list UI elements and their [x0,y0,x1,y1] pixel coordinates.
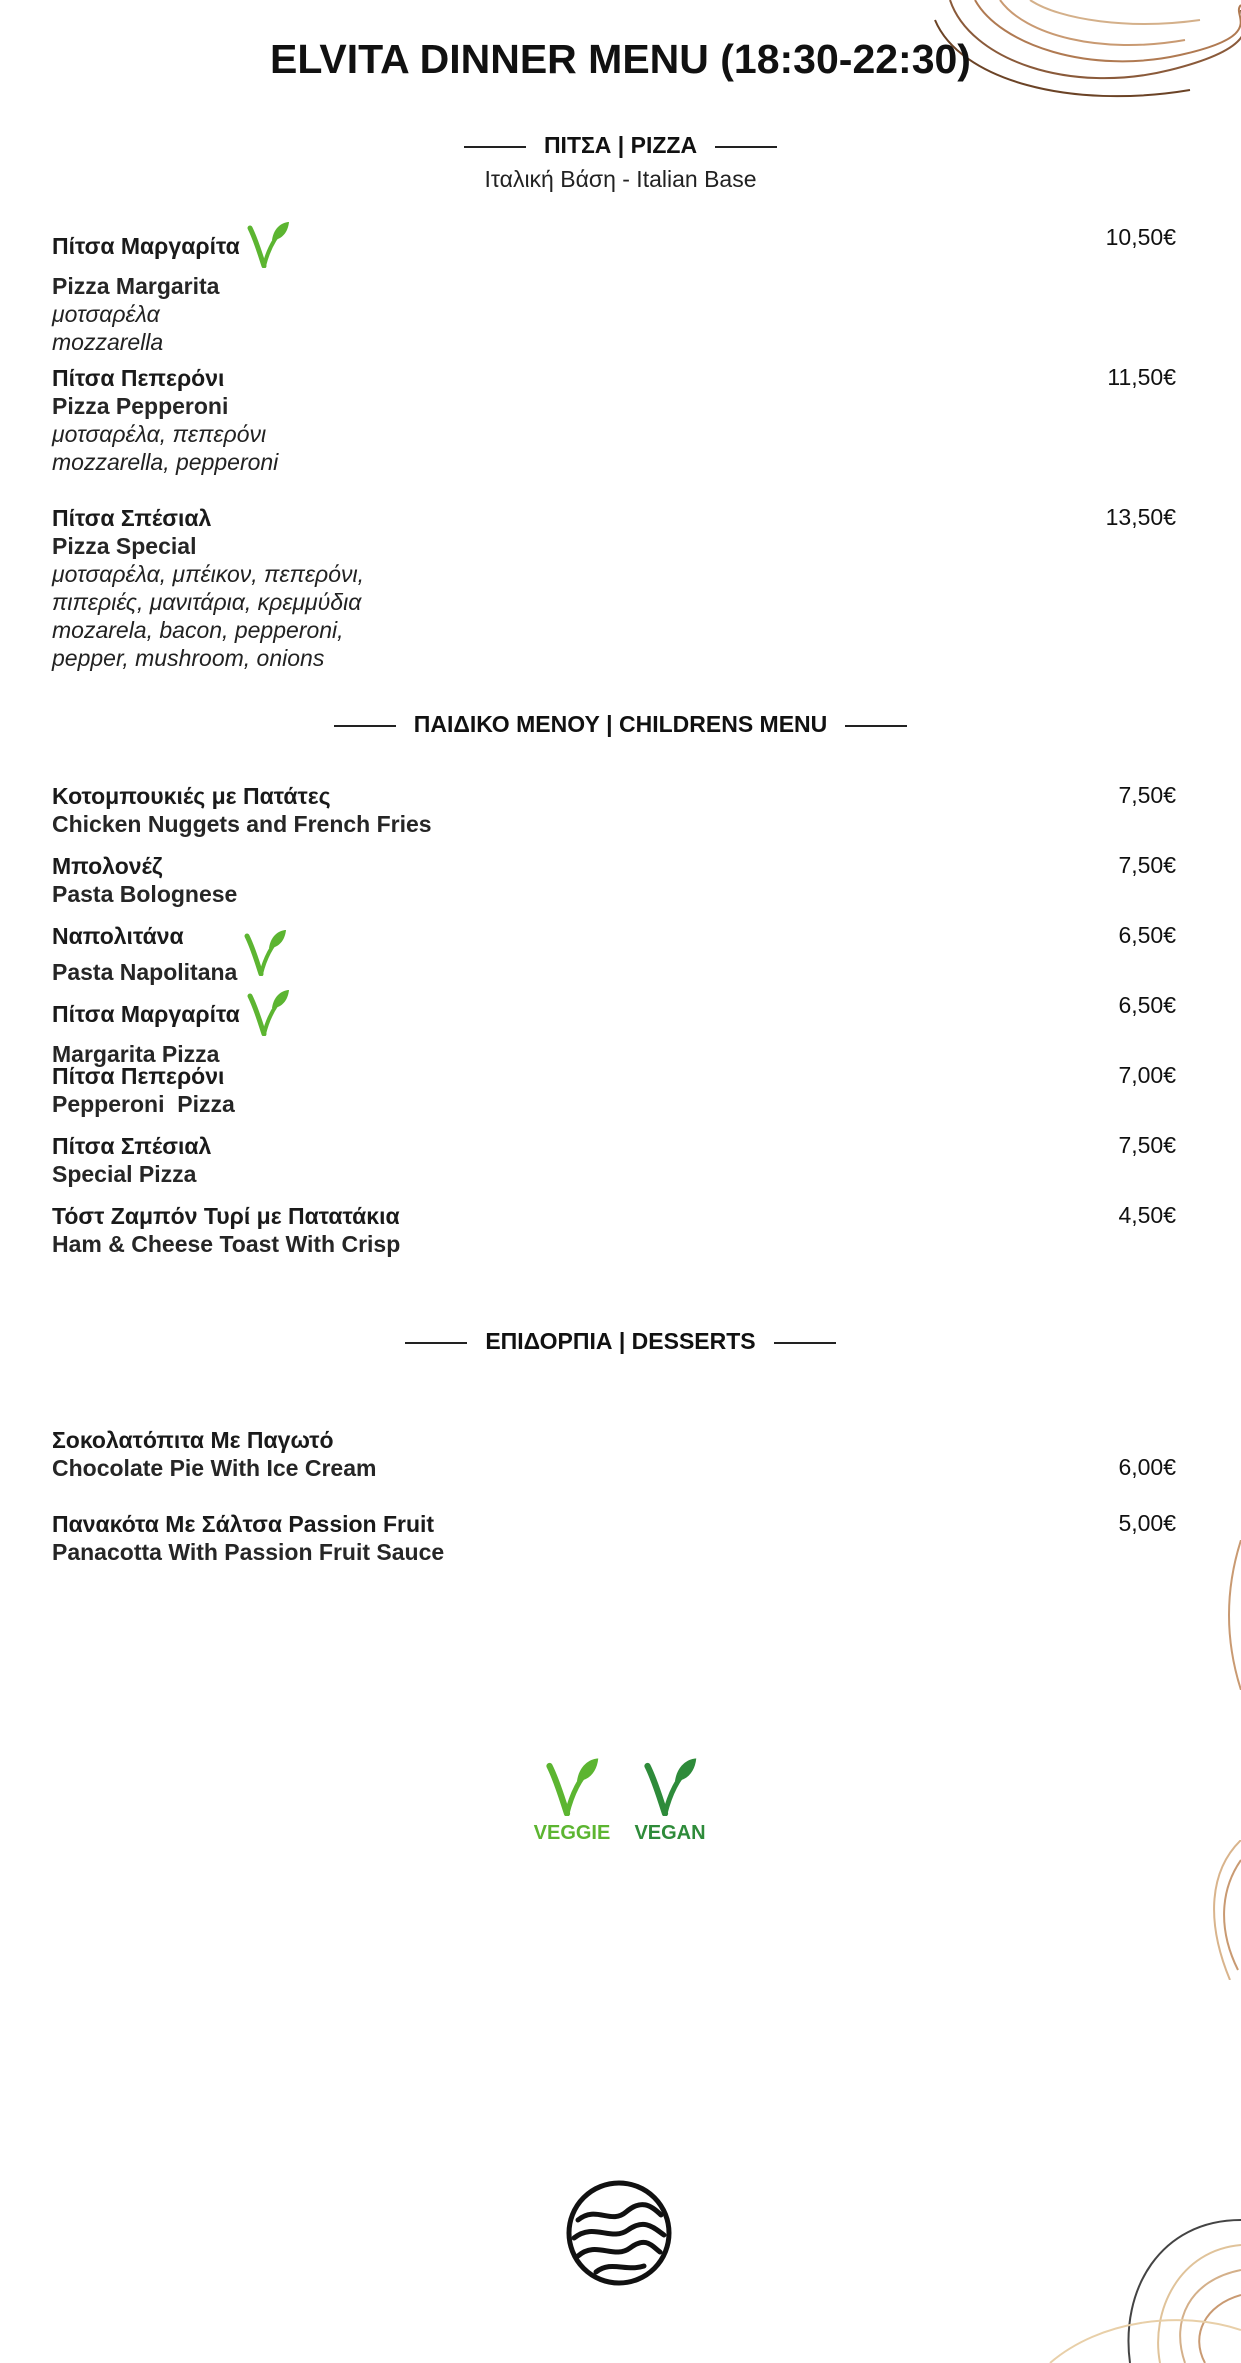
divider [464,146,526,148]
vegan-legend [628,1756,712,1845]
item-name-greek: Μπολονέζ [52,853,163,879]
divider [405,1342,467,1344]
item-price: 7,50€ [1118,782,1176,808]
divider [774,1342,836,1344]
decorative-swirl-right-edge [1200,1840,1241,1980]
item-name-english: Pizza Special [52,533,197,559]
item-name-english: Pizza Pepperoni [52,393,229,419]
elvita-logo-icon [566,2180,672,2286]
item-name-greek: Πίτσα Πεπερόνι [52,1063,225,1089]
item-name-greek: Σοκολατόπιτα Με Παγωτό [52,1427,334,1453]
item-description: mozarela, bacon, pepperoni, [52,617,344,643]
desserts-heading-text: ΕΠΙΔΟΡΠΙΑ | DESSERTS [485,1328,756,1354]
item-name-english: Ham & Cheese Toast With Crisp [52,1231,401,1257]
menu-item [52,1062,1182,1118]
item-name-english: Chocolate Pie With Ice Cream [52,1455,377,1481]
item-name-greek: Τόστ Ζαμπόν Τυρί με Πατατάκια [52,1203,400,1229]
item-name-english: Pepperoni Pizza [52,1091,235,1117]
item-name-greek: Κοτομπουκιές με Πατάτες [52,783,331,809]
veggie-legend [530,1756,614,1845]
item-price: 6,50€ [1118,922,1176,948]
menu-item [52,782,1182,838]
item-price: 10,50€ [1105,224,1176,250]
item-name-greek [52,224,1182,272]
item-price: 7,50€ [1118,1132,1176,1158]
menu-item [52,364,1182,476]
item-name-english: Pasta Bolognese [52,881,238,907]
item-name-greek-text: Πίτσα Μαργαρίτα [52,233,240,260]
decorative-swirl-bottom-right [1040,2200,1241,2363]
desserts-section-heading [0,1328,1241,1355]
item-description: pepper, mushroom, onions [52,645,325,671]
item-price: 11,50€ [1107,364,1176,390]
item-price: 13,50€ [1105,504,1176,530]
item-description: πιπεριές, μανιτάρια, κρεμμύδια [52,589,362,615]
menu-item [52,852,1182,908]
vegan-legend-label: VEGAN [634,1822,706,1844]
item-price: 7,50€ [1118,852,1176,878]
item-name-english: Chicken Nuggets and French Fries [52,811,432,837]
pizza-section-heading [0,132,1241,159]
item-price: 7,00€ [1118,1062,1176,1088]
veggie-legend-label: VEGGIE [533,1822,611,1844]
menu-item [52,1510,1182,1566]
item-name-english: Special Pizza [52,1161,197,1187]
page-title: ELVITA DINNER MENU (18:30-22:30) [270,36,971,82]
divider [715,146,777,148]
item-name-greek [52,992,1182,1040]
item-description: μοτσαρέλα, μπέικον, πεπερόνι, [52,561,365,587]
children-heading-text: ΠΑΙΔΙΚΟ ΜΕΝΟΥ | CHILDRENS MENU [413,711,828,737]
menu-item [52,1132,1182,1188]
item-name-greek: Ναπολιτάνα [52,923,184,949]
item-name-english: Margarita Pizza [52,1041,220,1067]
item-name-english: Panacotta With Passion Fruit Sauce [52,1539,445,1565]
divider [845,725,907,727]
item-name-greek: Πίτσα Σπέσιαλ [52,505,212,531]
item-description: μοτσαρέλα [52,301,160,327]
menu-item [52,992,1182,1068]
veggie-leaf-icon [246,220,290,268]
pizza-subheading: Ιταλική Βάση - Italian Base [484,166,757,192]
menu-item [52,1426,1182,1482]
item-name-greek: Πανακότα Με Σάλτσα Passion Fruit [52,1511,435,1537]
item-name-greek: Πίτσα Πεπερόνι [52,365,225,391]
veggie-leaf-icon [544,1756,600,1816]
item-description: mozzarella [52,329,164,355]
item-price: 5,00€ [1118,1510,1176,1536]
children-section-heading [0,711,1241,738]
item-name-english-text: Pasta Napolitana [52,959,238,986]
divider [334,725,396,727]
veggie-leaf-icon [246,988,290,1036]
item-name-english [52,950,1182,998]
menu-item [52,224,1182,356]
menu-item [52,1202,1182,1258]
menu-item [52,922,1182,998]
item-price: 6,00€ [1118,1454,1176,1480]
decorative-swirl-mid-right [1225,1540,1241,1690]
item-description: mozzarella, pepperoni [52,449,279,475]
item-description: μοτσαρέλα, πεπερόνι [52,421,267,447]
item-name-greek-text: Πίτσα Μαργαρίτα [52,1001,240,1028]
pizza-heading-text: ΠΙΤΣΑ | PIZZA [543,132,698,158]
vegan-leaf-icon [642,1756,698,1816]
item-name-greek: Πίτσα Σπέσιαλ [52,1133,212,1159]
item-price: 4,50€ [1118,1202,1176,1228]
menu-item [52,504,1182,672]
item-name-english: Pizza Margarita [52,273,220,299]
veggie-leaf-icon [243,928,287,976]
item-price: 6,50€ [1118,992,1176,1018]
